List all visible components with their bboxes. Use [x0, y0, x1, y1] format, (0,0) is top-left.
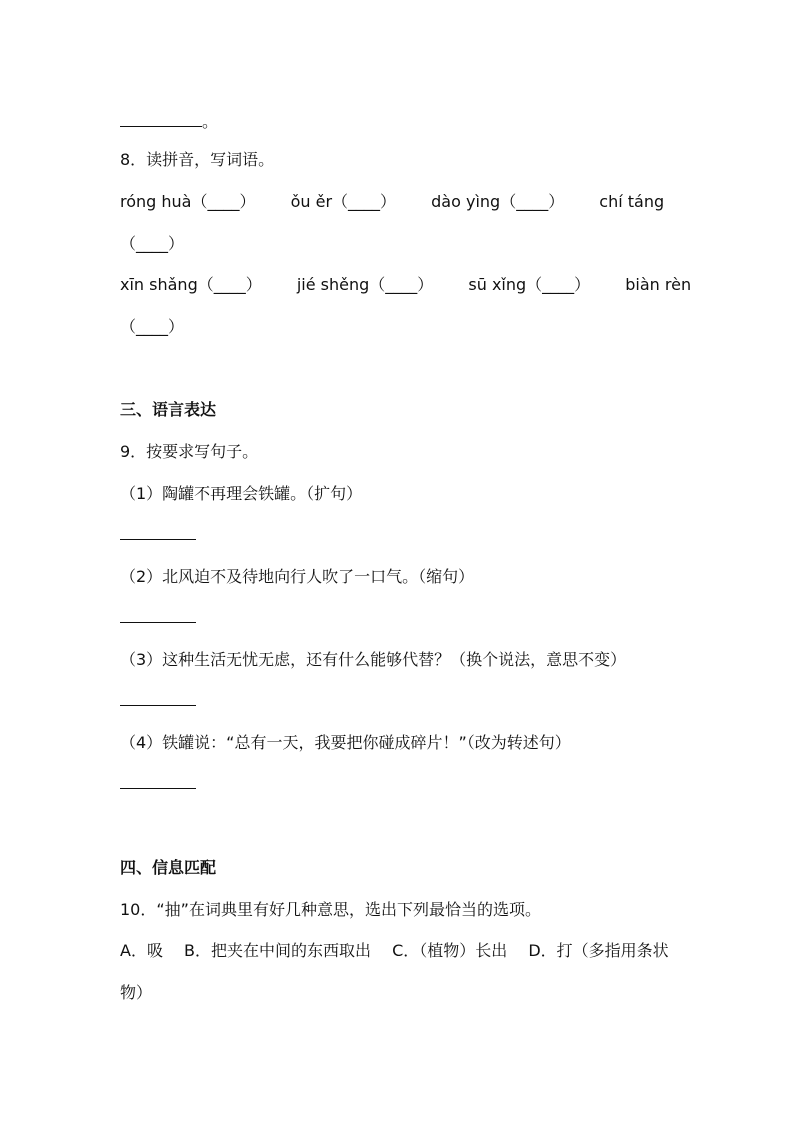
period: 。 — [202, 112, 219, 131]
section-3-heading: 三、语言表达 — [120, 400, 217, 419]
question-8-title: 8．读拼音，写词语。 — [120, 150, 275, 169]
question-10-options: A．吸 B．把夹在中间的东西取出 C．（植物）长出 D．打（多指用条状 — [120, 941, 669, 960]
pinyin-item: ǒu ěr（____） — [290, 192, 397, 211]
section-4-heading: 四、信息匹配 — [120, 858, 217, 877]
pinyin-item: biàn rèn — [625, 275, 692, 294]
question-9-item-1: （1）陶罐不再理会铁罐。（扩句） — [120, 484, 363, 503]
pinyin-item: jié shěng（____） — [296, 275, 434, 294]
pinyin-row-2 — [120, 275, 691, 295]
pinyin-item: dào yìng（____） — [431, 192, 565, 211]
question-10-title: 10．“抽”在词典里有好几种意思，选出下列最恰当的选项。 — [120, 900, 541, 919]
answer-line — [120, 525, 196, 545]
question-10-options-cont: 物） — [120, 983, 153, 1002]
question-9-item-3: （3）这种生活无忧无虑，还有什么能够代替？（换个说法，意思不变） — [120, 650, 627, 669]
question-9-item-4: （4）铁罐说：“总有一天，我要把你碰成碎片！”（改为转述句） — [120, 733, 571, 752]
answer-line — [120, 608, 196, 628]
pinyin-item: xīn shǎng（____） — [120, 275, 262, 294]
pinyin-item: chí táng — [599, 192, 665, 211]
answer-line — [120, 774, 196, 794]
question-9-title: 9．按要求写句子。 — [120, 442, 259, 461]
pinyin-row-2-cont: （____） — [120, 317, 185, 336]
answer-line-top — [120, 112, 218, 132]
pinyin-item: róng huà（____） — [120, 192, 256, 211]
answer-line — [120, 691, 196, 711]
question-9-item-2: （2）北风迫不及待地向行人吹了一口气。（缩句） — [120, 567, 475, 586]
pinyin-row-1 — [120, 192, 664, 212]
pinyin-row-1-cont: （____） — [120, 234, 185, 253]
answer-blank — [120, 112, 202, 127]
pinyin-item: sū xǐng（____） — [468, 275, 591, 294]
